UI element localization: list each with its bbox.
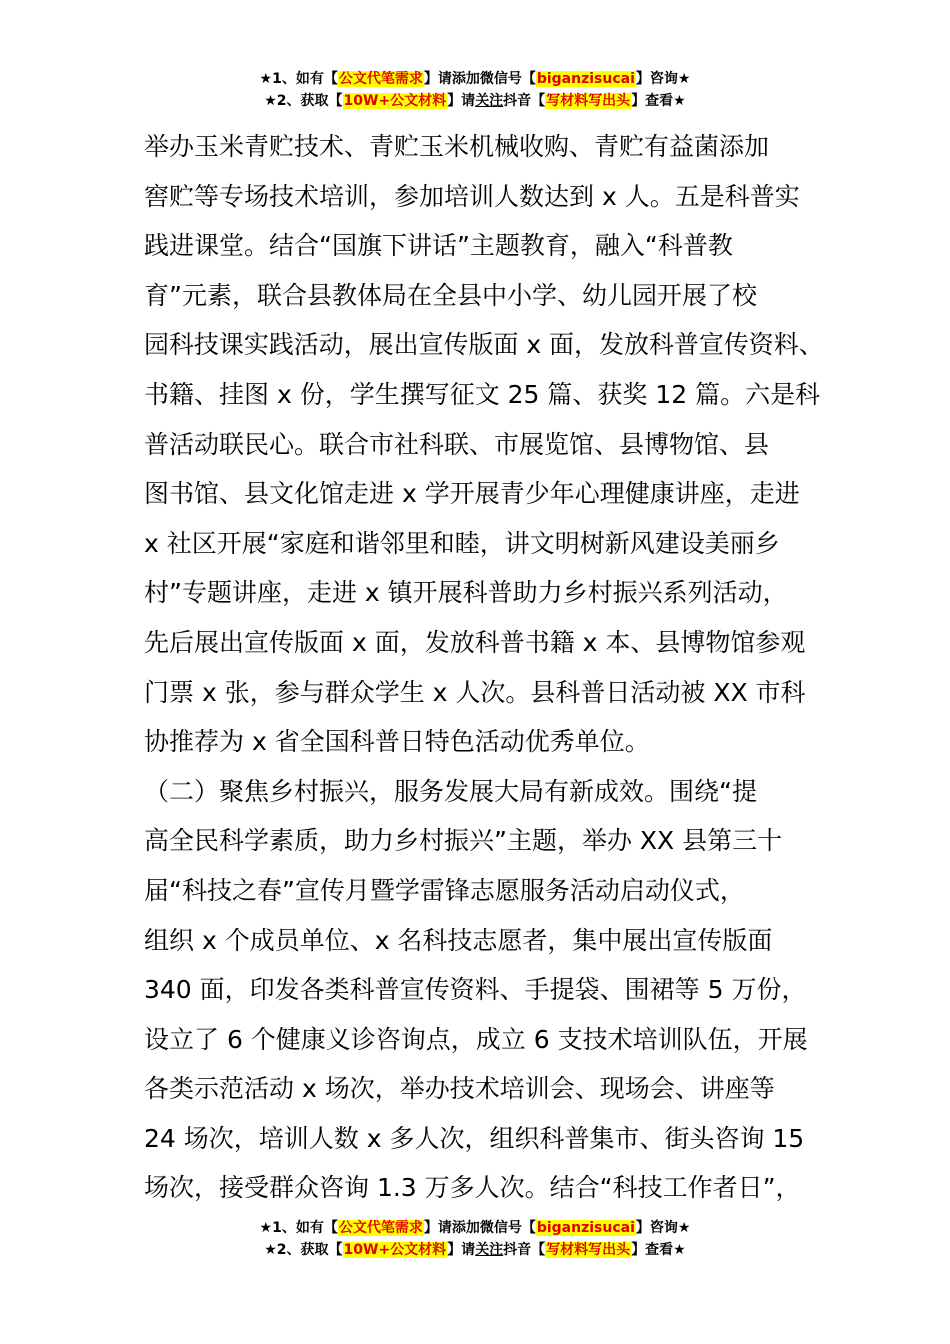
body-line: 各类示范活动 x 场次，举办技术培训会、现场会、讲座等	[144, 1074, 775, 1104]
body-line: 践进课堂。结合“国旗下讲话”主题教育，融入“科普教	[144, 231, 733, 261]
promo-highlight-wechat-id: biganzisucai	[536, 71, 635, 87]
promo-banner-top	[0, 68, 950, 112]
promo-line-1-prefix: ★1、如有【	[259, 1220, 338, 1236]
promo-line-2-middle: 】请	[447, 93, 476, 109]
promo-line-1-emphasis: 加	[465, 1220, 480, 1236]
body-line: 24 场次，培训人数 x 多人次，组织科普集市、街头咨询 15	[144, 1123, 805, 1153]
body-line: 场次，接受群众咨询 1.3 万多人次。结合“科技工作者日”，	[144, 1173, 801, 1203]
body-line: 先后展出宣传版面 x 面，发放科普书籍 x 本、县博物馆参观	[144, 627, 806, 657]
promo-line-2-prefix: ★2、获取【	[264, 1242, 343, 1258]
body-line: 窖贮等专场技术培训，参加培训人数达到 x 人。五是科普实	[144, 181, 800, 211]
body-line: 协推荐为 x 省全国科普日特色活动优秀单位。	[144, 727, 650, 757]
body-line: 举办玉米青贮技术、青贮玉米机械收购、青贮有益菌添加	[144, 132, 770, 161]
promo-line-2-middle-2: 抖音【	[503, 93, 546, 109]
promo-line-2-suffix: 】查看★	[631, 93, 686, 109]
body-line: 图书馆、县文化馆走进 x 学开展青少年心理健康讲座，走进	[144, 479, 800, 509]
promo-line-1-middle-2: 微信号【	[479, 1220, 536, 1236]
body-line: x 社区开展“家庭和谐邻里和睦，讲文明树新风建设美丽乡	[144, 528, 780, 558]
promo-line-1-suffix: 】咨询★	[635, 1220, 691, 1236]
body-line: 组织 x 个成员单位、x 名科技志愿者，集中展出宣传版面	[144, 925, 773, 955]
promo-highlight-douyin: 写材料写出头	[546, 1242, 631, 1258]
body-line: 育”元素，联合县教体局在全县中小学、幼儿园开展了校	[144, 280, 757, 310]
promo-line-2-middle: 】请	[447, 1242, 476, 1258]
promo-line-2-suffix: 】查看★	[631, 1242, 686, 1258]
body-line: 设立了 6 个健康义诊咨询点，成立 6 支技术培训队伍，开展	[144, 1024, 808, 1054]
promo-line-1-middle: 】请添	[423, 71, 466, 87]
section-heading-line: （二）聚焦乡村振兴，服务发展大局有新成效。围绕“提	[144, 776, 757, 806]
promo-line-1-middle-2: 微信号【	[479, 71, 536, 87]
body-line: 届“科技之春”宣传月暨学雷锋志愿服务活动启动仪式，	[144, 875, 745, 905]
body-line: 340 面，印发各类科普宣传资料、手提袋、围裙等 5 万份，	[144, 975, 807, 1005]
body-line: 书籍、挂图 x 份，学生撰写征文 25 篇、获奖 12 篇。六是科	[144, 379, 821, 409]
promo-line-2	[0, 1239, 950, 1261]
promo-highlight-materials: 10W+公文材料	[343, 93, 447, 109]
promo-highlight-ghostwriting: 公文代笔需求	[338, 1220, 423, 1236]
promo-line-2-underline: 关注	[475, 93, 504, 109]
body-line: 高全民科学素质，助力乡村振兴”主题，举办 XX 县第三十	[144, 826, 783, 856]
promo-line-1-emphasis: 加	[465, 71, 480, 87]
promo-line-1-prefix: ★1、如有【	[259, 71, 338, 87]
promo-highlight-materials: 10W+公文材料	[343, 1242, 447, 1258]
body-line: 门票 x 张，参与群众学生 x 人次。县科普日活动被 XX 市科	[144, 677, 806, 707]
promo-banner-bottom	[0, 1217, 950, 1261]
promo-highlight-douyin: 写材料写出头	[546, 93, 631, 109]
body-line: 普活动联民心。联合市社科联、市展览馆、县博物馆、县	[144, 429, 770, 459]
promo-line-1-suffix: 】咨询★	[635, 71, 691, 87]
body-line: 园科技课实践活动，展出宣传版面 x 面，发放科普宣传资料、	[144, 330, 824, 360]
promo-highlight-ghostwriting: 公文代笔需求	[338, 71, 423, 87]
promo-line-1-middle: 】请添	[423, 1220, 466, 1236]
promo-line-2-middle-2: 抖音【	[503, 1242, 546, 1258]
body-line: 村”专题讲座，走进 x 镇开展科普助力乡村振兴系列活动，	[144, 578, 788, 608]
promo-line-2-prefix: ★2、获取【	[264, 93, 343, 109]
promo-line-1	[0, 1217, 950, 1239]
promo-line-1	[0, 68, 950, 90]
document-body	[144, 122, 824, 1213]
promo-line-2	[0, 90, 950, 112]
promo-highlight-wechat-id: biganzisucai	[536, 1220, 635, 1236]
promo-line-2-underline: 关注	[475, 1242, 504, 1258]
